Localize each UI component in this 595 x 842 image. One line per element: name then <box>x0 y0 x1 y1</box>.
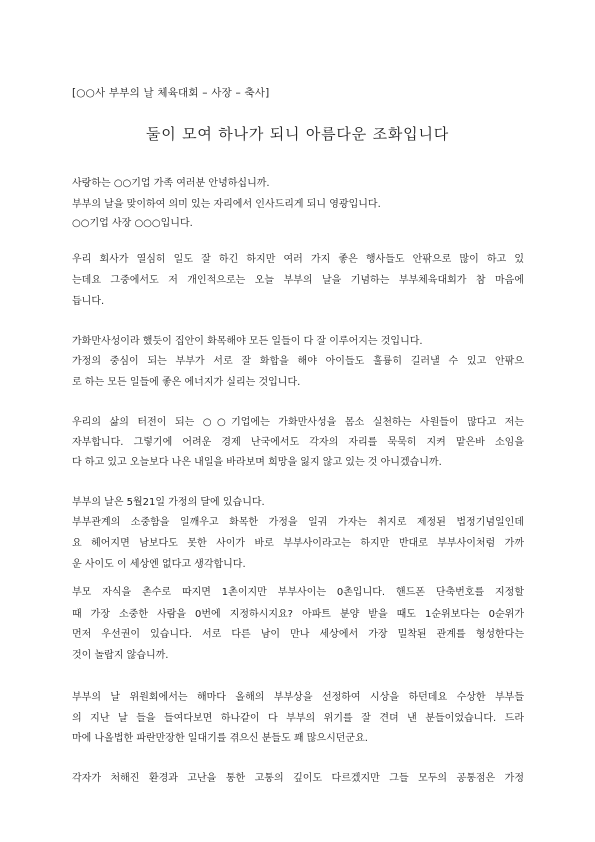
body-line: 부모 자식을 촌수로 따지면 1촌이지만 부부사이는 0촌입니다. 핸드폰 단축번호를 지정할 <box>72 587 524 598</box>
body-line: 듭니다. <box>72 296 105 307</box>
body-line: 우리의 삶의 터전이 되는 ○○기업에는 가화만사성을 몸소 실천하는 사원들이 많다고 저는 <box>72 417 524 428</box>
body-line: 각자가 처해진 환경과 고난을 통한 고통의 깊이도 다르겠지만 그들 모두의 공통점은 가정 <box>72 773 524 784</box>
body-line: 먼저 우선권이 있습니다. 서로 다른 남이 만나 세상에서 가장 밀착된 관계를 형성한다는 <box>72 629 524 640</box>
body-line: 로 하는 모든 일들에 좋은 에너지가 실리는 것입니다. <box>72 377 301 388</box>
body-line: 는데요 그중에서도 저 개인적으로는 오늘 부부의 날을 기념하는 부부체육대회가 참 마음에 <box>72 275 524 286</box>
body-line: 우리 회사가 열심히 일도 잘 하긴 하지만 여러 가지 좋은 행사들도 안팎으로 많이 하고 있 <box>72 254 524 265</box>
body-line: 부부의 날은 5월21일 가정의 달에 있습니다. <box>72 497 265 508</box>
body-line: ○○기업 사장 ○○○입니다. <box>72 218 193 229</box>
document-title: 둘이 모여 하나가 되니 아름다운 조화입니다 <box>145 125 450 143</box>
body-line: 가정의 중심이 되는 부부가 서로 잘 화합을 해야 아이들도 훌륭히 길러낼 수 있고 안팎으 <box>72 356 524 367</box>
body-line: 것이 놀랍지 않습니까. <box>72 650 169 661</box>
body-line: 다 하고 있고 오늘보다 나은 내일을 바라보며 희망을 잃지 않고 있는 것 아니겠습니까. <box>72 457 442 468</box>
body-line: 의 지난 날 들을 들여다보면 하나같이 다 부부의 위기를 잘 견뎌 낸 분들이었습니다. 드라 <box>72 713 524 724</box>
body-line: 자부합니다. 그렇기에 어려운 경제 난국에서도 각자의 자리를 묵묵히 지켜 맡은바 소임을 <box>72 437 524 448</box>
body-line: 부부의 날 위원회에서는 해마다 올해의 부부상을 선정하여 시상을 하던데요 수상한 부부들 <box>72 692 524 703</box>
body-line: 부부관계의 소중함을 일깨우고 화목한 가정을 일궈 가자는 취지로 제정된 법정기념일인데 <box>72 517 524 528</box>
body-line: 운 사이도 이 세상엔 없다고 생각합니다. <box>72 559 246 570</box>
document-category: [○○사 부부의 날 체육대회 – 사장 – 축사] <box>72 87 270 99</box>
body-line: 사랑하는 ○○기업 가족 여러분 안녕하십니까. <box>72 178 270 189</box>
body-line: 때 가장 소중한 사람을 0번에 지정하시지요? 아파트 분양 받을 때도 1순위보다는 0순위가 <box>72 609 524 620</box>
body-line: 마에 나올법한 파란만장한 일대기를 겪으신 분들도 꽤 많으시던군요. <box>72 733 368 744</box>
body-line: 부부의 날을 맞이하여 의미 있는 자리에서 인사드리게 되니 영광입니다. <box>72 199 381 210</box>
body-line: 가화만사성이라 했듯이 집안이 화목해야 모든 일들이 다 잘 이루어지는 것입니다. <box>72 336 423 347</box>
body-line: 요 헤어지면 남보다도 못한 사이가 바로 부부사이라고는 하지만 반대로 부부사이처럼 가까 <box>72 538 524 549</box>
